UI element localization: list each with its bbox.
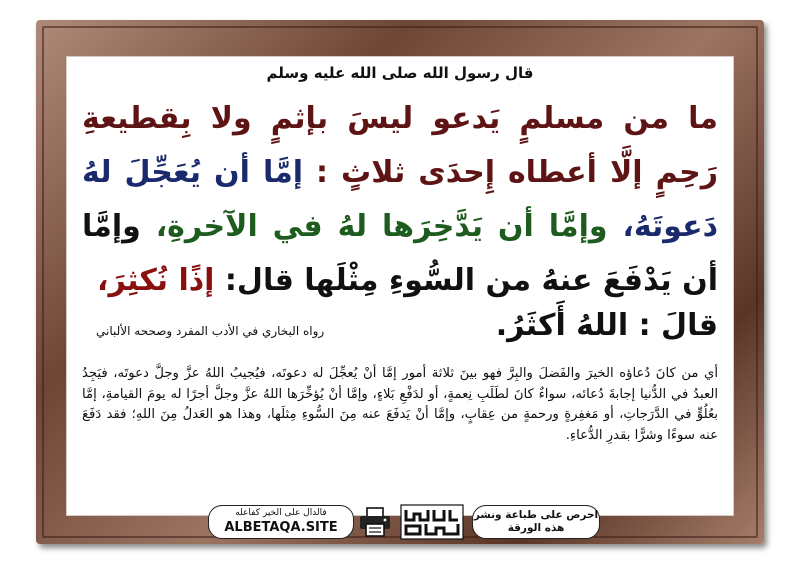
- site-name: ALBETAQA.SITE: [224, 520, 338, 535]
- hadith-part-2: إمَّا أن يُعَجِّلَ لهُ دَعوتَهُ،: [82, 155, 718, 244]
- hadith-part-1: ما من مسلمٍ يَدعو ليسَ بإثمٍ ولا بِقطيعةِ رَحِمٍ إلَّا أعطاه إِحدَى ثلاثٍ :: [82, 101, 718, 190]
- hadith-ending: قالَ : اللهُ أَكثَرُ.: [495, 308, 718, 343]
- call-to-action: احرص على طباعة ونشر هذه الورقة: [473, 509, 599, 534]
- hadith-source: رواه البخاري في الأدب المفرد وصححه الألباني: [96, 324, 325, 338]
- hadith-text: [82, 92, 718, 308]
- hadith-last-line: [82, 308, 718, 352]
- hadith-part-3: وإمَّا أن يَدَّخِرَها لهُ في الآخرةِ،: [140, 209, 608, 244]
- print-share-note: [472, 505, 600, 539]
- hadith-part-4: وإمَّا أن يَدْفَعَ عنهُ من السُّوءِ مِثْلَها قال:: [82, 209, 718, 298]
- header-title: قال رسول الله صلى الله عليه وسلم: [266, 64, 534, 82]
- footer-bar: [146, 504, 614, 540]
- commentary-text: أي من كانَ دُعاؤه الخيرَ والفَضلَ والبِرَّ فهو بينَ ثلاثة أمور إمَّا أنْ يُعجِّلَ له دعوتَه، فيُجيبُ اللهُ عزَّ وجلَّ دعوتَه، فيَجِدُ العبدُ في الدُّنيا إجابةَ دُعائه، سواءٌ كانَ لطَلَبِ نِعمةٍ، أو لدَفْعِ بَلاءٍ، وإمَّا أنْ يُؤخِّرَها اللهُ عزَّ وجلَّ أجرًا له يومَ القيامةِ، إمَّا بعُلُوٍّ في الدَّرَجاتِ، أو مَغفِرةٍ ورحمةٍ من عِقابٍ، وإمَّا أنْ يَدفَعَ عنه مِنَ السُّوءِ مِثلَها، وهذا هو العَدلُ مِنَ اللهِ؛ فقد دَفَعَ عنه سوءًا وشرًّا بقدرِ الدُّعاءِ.: [82, 366, 718, 443]
- content-card: [66, 56, 734, 516]
- site-link[interactable]: [208, 505, 354, 539]
- albetaqa-logo-icon: [400, 504, 464, 540]
- hadith-part-5: إذًا نُكثِرَ،: [97, 263, 215, 298]
- site-slogan: فالدال على الخير كفاعله: [235, 508, 327, 518]
- printer-icon: [358, 506, 392, 538]
